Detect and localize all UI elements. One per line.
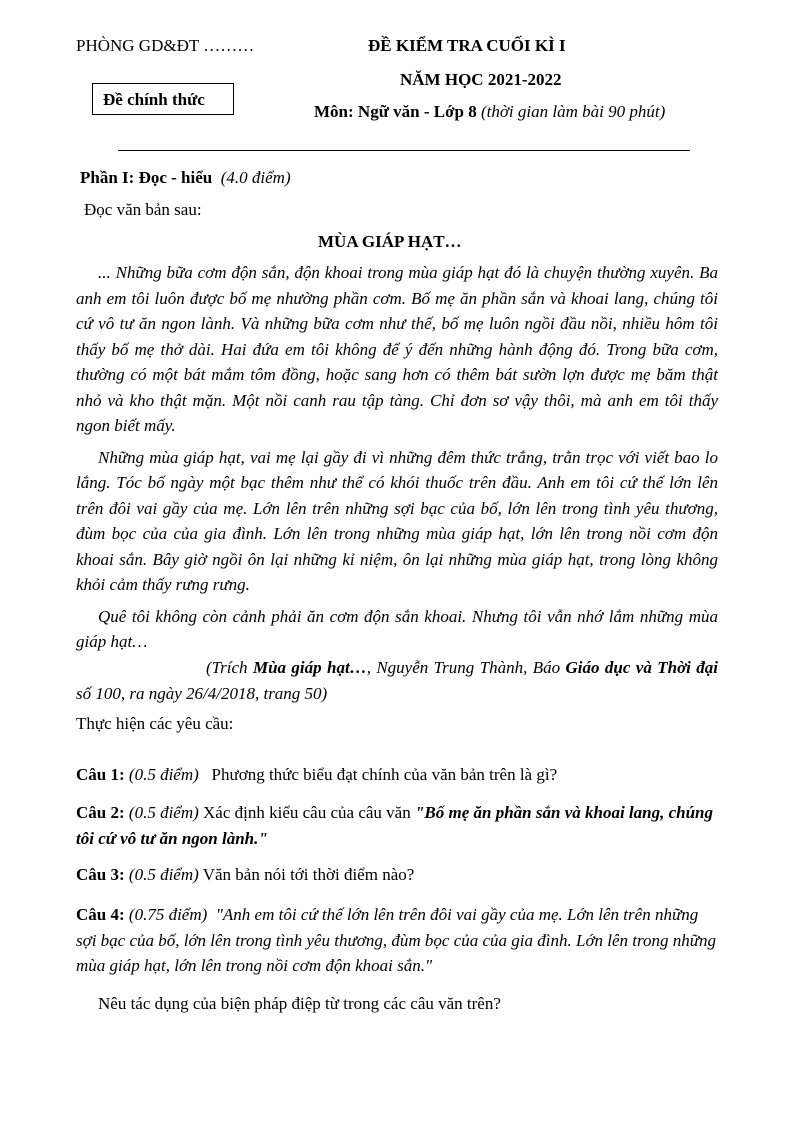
time-note: (thời gian làm bài 90 phút) [480,102,666,121]
question-4: Câu 4: (0.75 điểm) "Anh em tôi cứ thế lớn lên trên đôi vai gầy của mẹ. Lớn lên trên những sợi bạc của bố, lớn lên trong tình yêu thương, đùm bọc của của gia đình. Lớn lên trong những mùa giáp hạt, lớn lên trong nồi cơm độn khoai sắn." [76,905,717,975]
department-label: PHÒNG GD&ĐT ……… [76,36,255,55]
question-1: Câu 1: (0.5 điểm) Phương thức biểu đạt chính của văn bản trên là gì? [76,765,558,784]
question-2-quote: "Bố mẹ ăn phần sắn và khoai lang, chúng tôi cứ vô tư ăn ngon lành." [76,803,714,848]
header-divider [118,150,690,151]
subject-line [314,102,665,122]
passage-paragraph: Những mùa giáp hạt, vai mẹ lại gầy đi vì những đêm thức trắng, trằn trọc với viết bao lo lắng. Tóc bố ngày một bạc thêm như thể có khói thuốc trên đầu. Anh em tôi cứ thế lớn lên trên đôi vai gầy của mẹ. Lớn lên trên những sợi bạc của bố, lớn lên trong tình yêu thương, đùm bọc của của gia đình. Lớn lên trong những mùa giáp hạt, lớn lên trong nồi cơm độn khoai sắn. Bây giờ ngồi ôn lại những kỉ niệm, ôn lại những mùa giáp hạt, trong lòng không khỏi cảm thấy rưng rưng. [76,447,718,594]
school-year: NĂM HỌC 2021-2022 [400,70,562,89]
official-exam-box [92,83,234,115]
passage-paragraph: Quê tôi không còn cảnh phải ăn cơm độn sắn khoai. Nhưng tôi vẫn nhớ lắm những mùa giáp hạt… [76,606,718,651]
question-3: Câu 3: (0.5 điểm) Văn bản nói tới thời điểm nào? [76,865,415,884]
citation-newspaper: Giáo dục và Thời đại [565,658,719,677]
official-label: Đề chính thức [103,90,205,109]
passage-citation: (Trích Mùa giáp hạt…, Nguyễn Trung Thành, Báo Giáo dục và Thời đại số 100, ra ngày 26/4/2018, trang 50) [76,658,719,703]
reading-instruction: Đọc văn bản sau: [84,200,202,219]
question-4-followup: Nêu tác dụng của biện pháp điệp từ trong các câu văn trên? [98,994,501,1013]
tasks-intro: Thực hiện các yêu cầu: [76,714,234,733]
section1-heading [80,168,291,188]
exam-title: ĐỀ KIỂM TRA CUỐI KÌ I [368,36,566,55]
question-4-quote: "Anh em tôi cứ thế lớn lên trên đôi vai gầy của mẹ. Lớn lên trên những sợi bạc của bố, lớn lên trong tình yêu thương, đùm bọc của của gia đình. Lớn lên trong những mùa giáp hạt, lớn lên trong nồi cơm độn khoai sắn." [76,905,717,975]
passage-body [76,260,718,655]
section1-title: Phần I: Đọc - hiểu [80,168,213,187]
citation-work: Mùa giáp hạt… [252,658,367,677]
section1-points: (4.0 điểm) [220,168,291,187]
passage-paragraph: ... Những bữa cơm độn sắn, độn khoai trong mùa giáp hạt đó là chuyện thường xuyên. Ba anh em tôi luôn được bố mẹ nhường phần cơm. Bố mẹ ăn phần sắn và khoai lang, chúng tôi cứ vô tư ăn ngon lành. Và những bữa cơm như thế, bố mẹ luôn ngồi đầu nồi, nhiều hôm tôi thấy bố mẹ thở dài. Hai đứa em tôi không để ý đến những hành động đó. Trong bữa cơm, thường có một bát mắm tôm đồng, hoặc sang hơn có thêm bát sườn lợn được mẹ băm thật nhỏ và kho thật mặn. Một nồi canh rau tập tàng. Chỉ đơn sơ vậy thôi, mà anh em tôi thấy ngon biết mấy. [76,263,718,435]
question-2: Câu 2: (0.5 điểm) Xác định kiểu câu của câu văn "Bố mẹ ăn phần sắn và khoai lang, chúng tôi cứ vô tư ăn ngon lành." [76,803,714,848]
passage-title: MÙA GIÁP HẠT… [318,232,462,251]
subject-label: Môn: Ngữ văn - Lớp 8 [314,102,477,121]
